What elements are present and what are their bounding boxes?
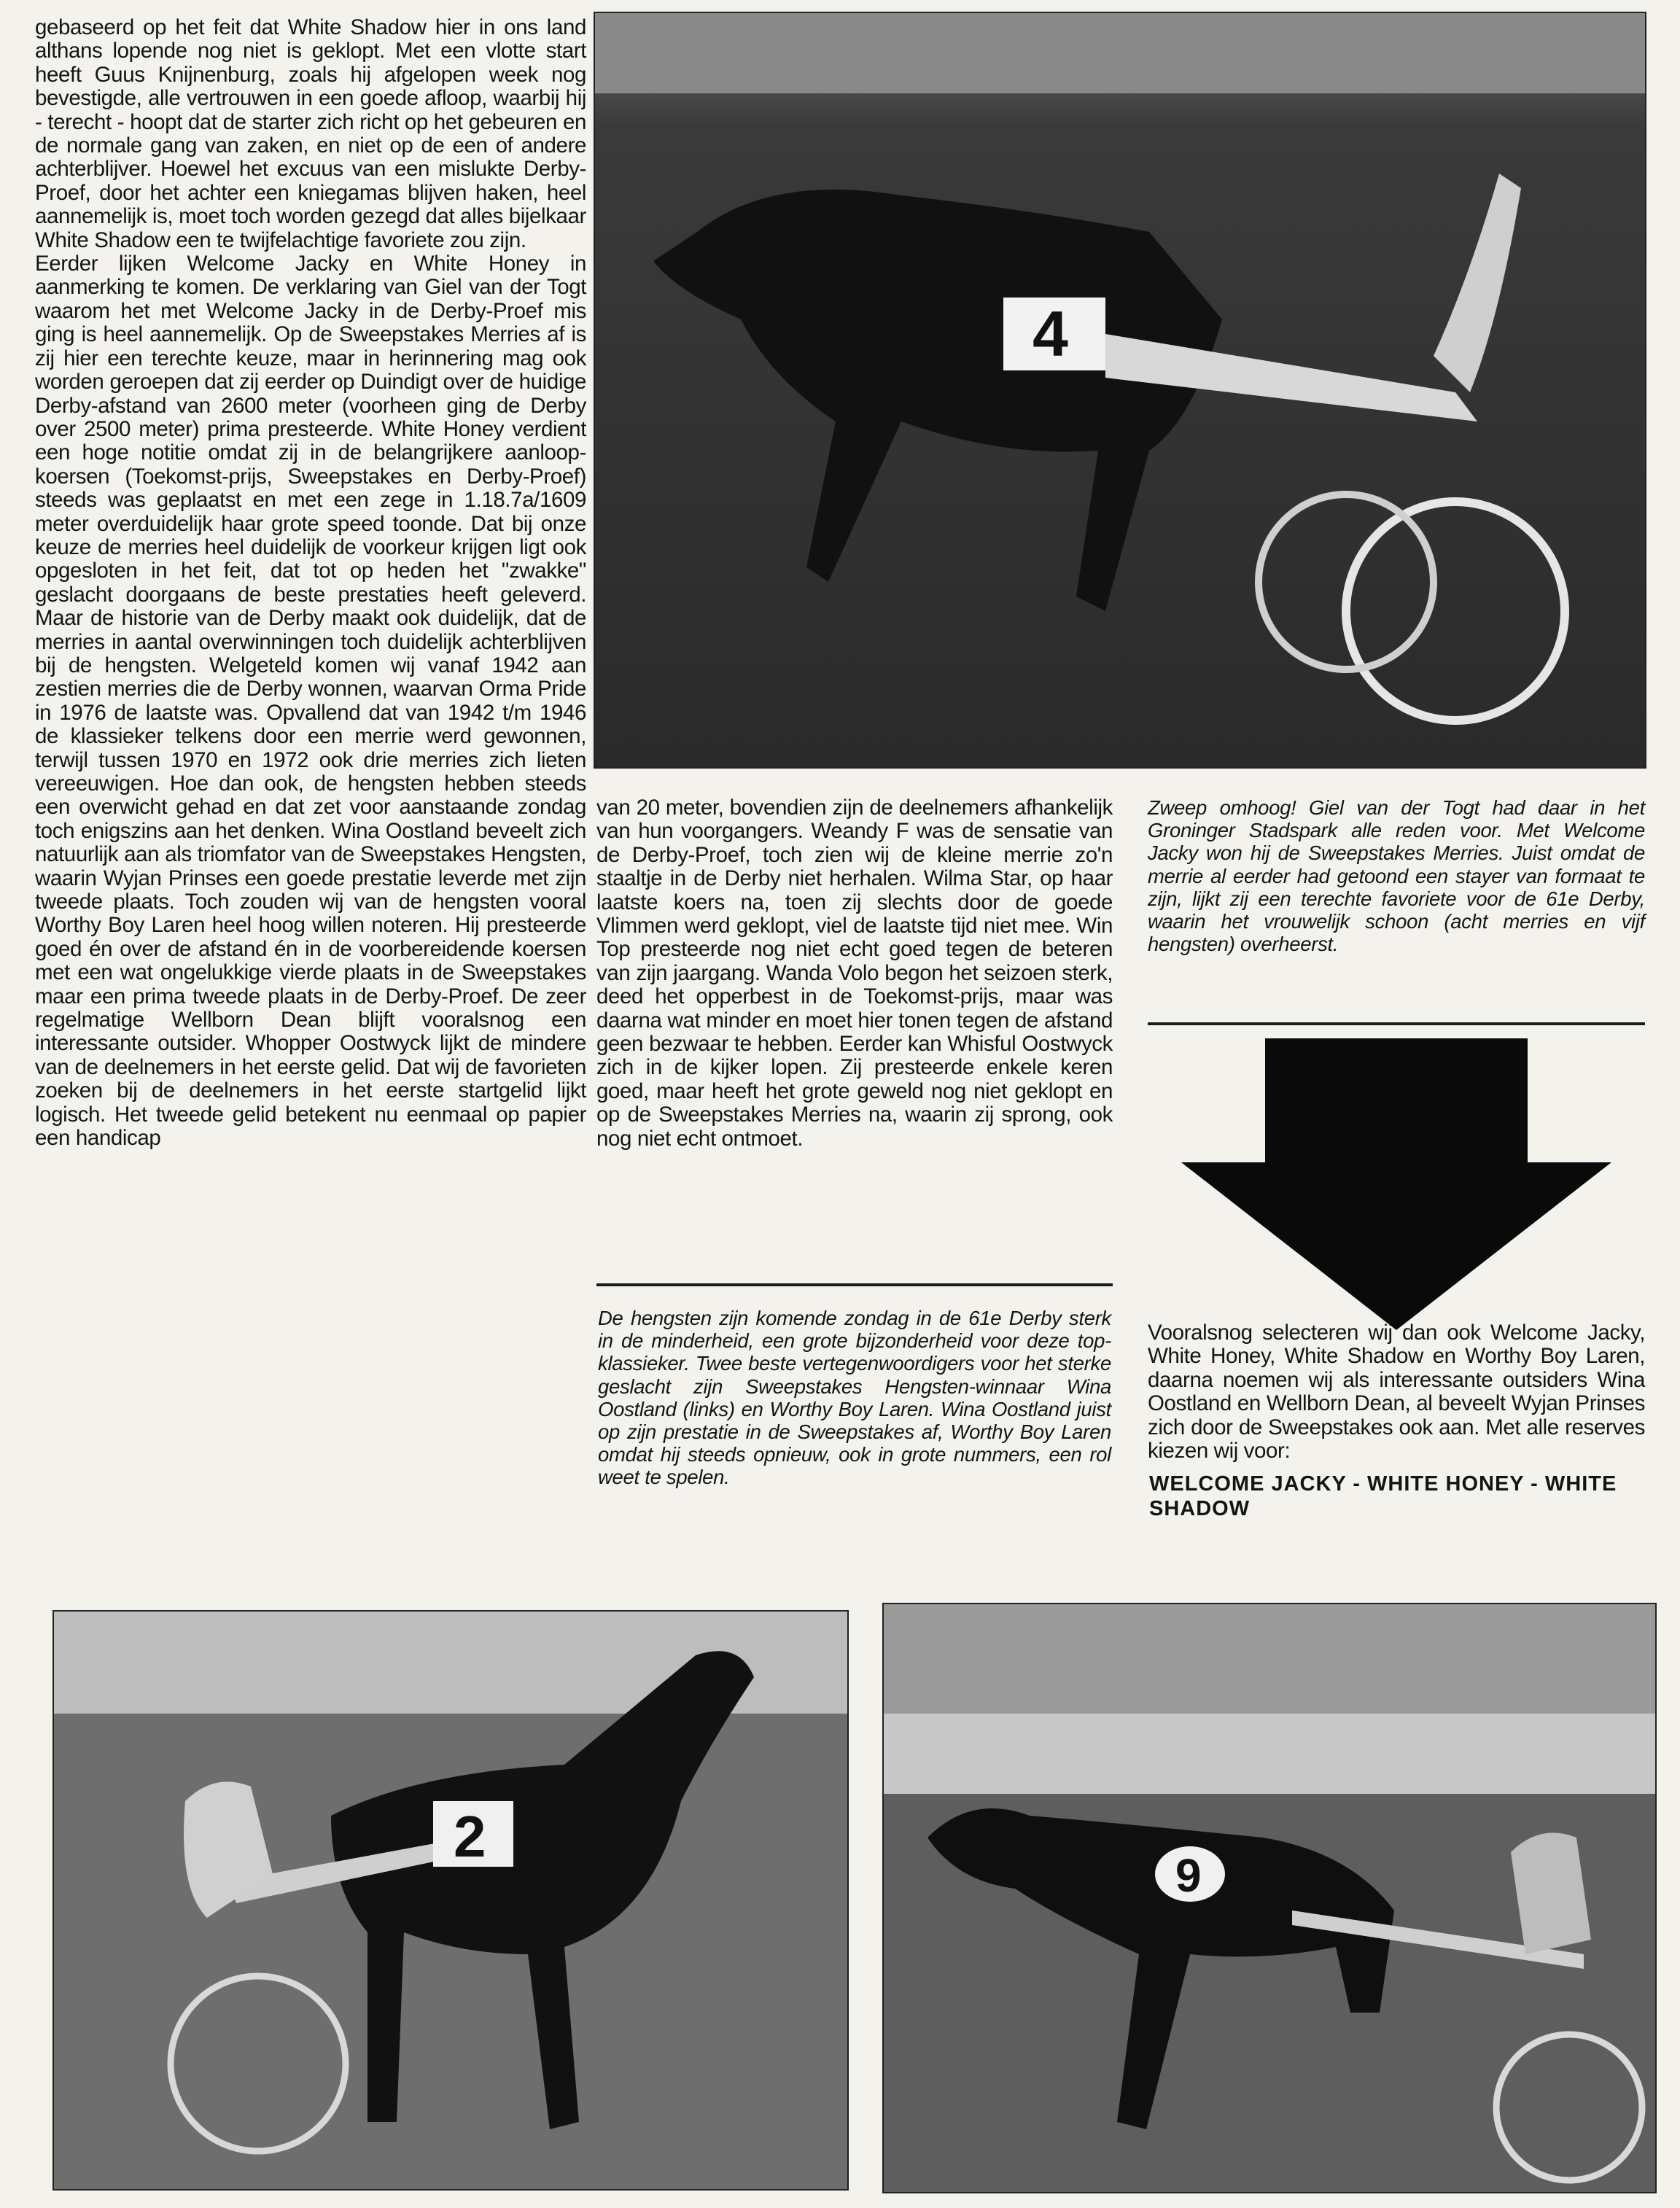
top-photo-saddle-number: 4 (1032, 298, 1068, 370)
top-photo-sulky-race (594, 12, 1646, 769)
right-column-text: Vooralsnog selecteren wij dan ook Welcome Jacky, White Honey, White Shadow en Worthy Boy Laren, daarna noemen wij als interessante outsiders Wina Oostland en Wellborn Dean, al beveelt Wyjan Prinses zich door de Sweepstakes ook aan. Met alle reserves kiezen wij voor: (1148, 1321, 1645, 1463)
right-divider (1148, 1022, 1645, 1025)
middle-column: van 20 meter, bovendien zijn de deelnemers afhankelijk van hun voorgangers. Weandy F was de sensatie van de Derby-Proef, toch zien wij de kleine merrie zo'n staaltje in de Derby niet herhalen. Wilma Star, op haar laatste koers na, toen zij slechts door de goede Vlimmen werd geklopt, viel de laatste tijd niet mee. Win Top presteerde nog niet echt goed tegen de beteren van zijn jaargang. Wanda Volo begon het seizoen sterk, deed het opperbest in de Toekomst-prijs, maar was daarna wat minder en moet hier tonen tegen de afstand geen bezwaar te hebben. Eerder kan Whisful Oostwyck zich in de kijker lopen. Zij presteerde enkele keren goed, maar heeft het grote geweld nog niet geklopt en op de Sweepstakes Merries na, waarin zij sprong, ook nog niet echt ontmoet. (596, 796, 1113, 1151)
right-caption: Zweep omhoog! Giel van der Togt had daar in het Groninger Stadspark alle reden voor. Met Welcome Jacky won hij de Sweepstakes Merries. Juist omdat de merrie al eerder had getoond een stayer van formaat te zijn, lijkt zij een terechte favoriete voor de 61e Derby, waarin het vrouwelijk schoon (acht merries en vijf hengsten) overheerst. (1148, 796, 1645, 956)
down-arrow-icon (1181, 1038, 1611, 1330)
picks-line: WELCOME JACKY - WHITE HONEY - WHITE SHADOW (1149, 1472, 1617, 1520)
left-column-paragraph: gebaseerd op het feit dat White Shadow hier in ons land althans lopende nog niet is geklopt. Met een vlotte start heeft Guus Knijnenburg, zoals hij afgelopen week nog bevestigde, alle vertrouwen in een goede afloop, waarbij hij - terecht - hoopt dat de starter zich richt op het gebeuren en de normale gang van zaken, en niet op de een of andere achterblijver. Hoewel het excuus van een mislukte Derby-Proef, door het achter een kniegamas blijven haken, heel aannemelijk is, moet toch worden gezegd dat alles bijelkaar White Shadow een te twijfelachtige favoriete zou zijn. (35, 15, 586, 252)
middle-caption: De hengsten zijn komende zondag in de 61e Derby sterk in de minderheid, een grote bijzonderheid voor deze top-klassieker. Twee beste vertegenwoordigers voor het sterke geslacht zijn Sweepstakes Hengsten-winnaar Wina Oostland (links) en Worthy Boy Laren. Wina Oostland juist op zijn prestatie in de Sweepstakes af, Worthy Boy Laren omdat hij steeds opnieuw, ook in grote nummers, een rol weet te spelen. (598, 1307, 1111, 1489)
middle-divider (596, 1283, 1113, 1286)
bottom-left-photo-wina-oostland (52, 1610, 849, 2190)
left-column-paragraph: Eerder lijken Welcome Jacky en White Honey in aanmerking te komen. De verklaring van Giel van der Togt waarom het met Welcome Jacky in de Derby-Proef mis ging is heel aannemelijk. Op de Sweepstakes Merries af is zij hier een terechte keuze, maar in herinnering mag ook worden geroepen dat zij eerder op Duindigt over de huidige Derby-afstand van 2600 meter (voorheen ging de Derby over 2500 meter) prima presteerde. White Honey verdient een hoge notitie omdat zij in de belangrijkere aanloop-koersen (Toekomst-prijs, Sweepstakes en Derby-Proef) steeds was geplaatst en met een zege in 1.18.7a/1609 meter overduidelijk haar grote speed toonde. Dat bij onze keuze de merries heel duidelijk de voorkeur krijgen ligt ook opgesloten in het feit, dat tot op heden het "zwakke" geslacht doorgaans de beste prestaties heeft geleverd. Maar de historie van de Derby maakt ook duidelijk, dat de merries in aantal overwinningen toch duidelijk achterblijven bij de hengsten. Welgeteld komen wij vanaf 1942 aan zestien merries die de Derby wonnen, waarvan Orma Pride in 1976 de laatste was. Opvallend dat van 1942 t/m 1946 de klassieker telkens door een merrie werd gewonnen, terwijl tussen 1970 en 1972 ook drie merries zich lieten vereeuwigen. Hoe dan ook, de hengsten hebben steeds een overwicht gehad en dat zet voor aanstaande zondag toch enigszins aan het denken. Wina Oostland beveelt zich natuurlijk aan als triomfator van de Sweepstakes Hengsten, waarin Wyjan Prinses een goede prestatie leverde met zijn tweede plaats. Toch zouden wij van de hengsten vooral Worthy Boy Laren heel hoog willen noteren. Hij presteerde goed én over de afstand én in de voorbereidende koersen met een wat ongelukkige vierde plaats in de Sweepstakes maar een prima tweede plaats in de Derby-Proef. De zeer regelmatige Wellborn Dean blijft vooralsnog een interessante outsider. Whopper Oostwyck lijkt de mindere van de deelnemers in het eerste gelid. Dat wij de favorieten zoeken bij de deelnemers in het eerste startgelid lijkt logisch. Het tweede gelid betekent nu eenmaal op papier een handicap (35, 252, 586, 1151)
bottom-right-photo-worthy-boy-laren (882, 1603, 1657, 2193)
bottom-left-saddle-number: 2 (454, 1804, 486, 1869)
left-column (35, 16, 586, 1569)
bottom-right-saddle-number: 9 (1175, 1849, 1202, 1902)
